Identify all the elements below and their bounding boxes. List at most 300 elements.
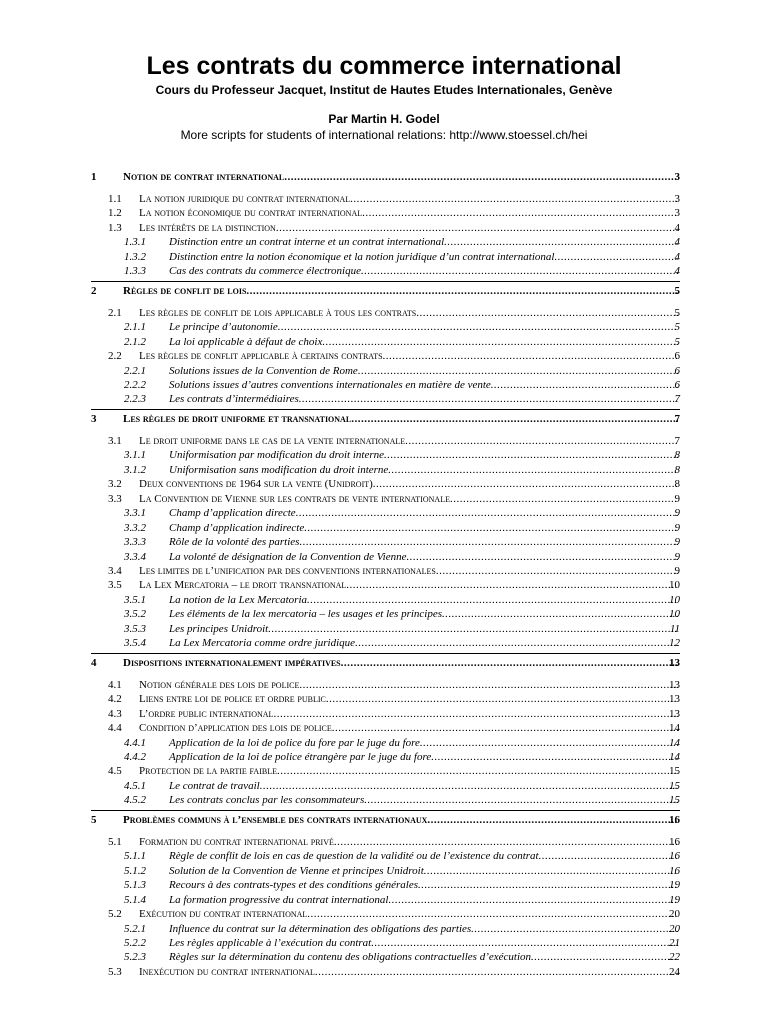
toc-entry-label: Règles sur la détermination du contenu des obligations contractuelles d’exécution: [169, 951, 532, 964]
toc-dot-leader: [332, 721, 678, 735]
toc-entry-page: 5: [674, 284, 680, 297]
toc-entry-page: 9: [674, 550, 680, 563]
toc-entry-number: 5.1.4: [124, 893, 146, 906]
toc-dot-leader: [431, 750, 678, 764]
toc-entry-label: Les contrats d’intermédiaires: [169, 393, 299, 406]
toc-entry-page: 7: [674, 393, 680, 406]
toc-entry-label: Problèmes communs à l’ensemble des contrats internationaux: [123, 813, 428, 826]
toc-entry-page: 15: [669, 765, 680, 778]
toc-entry-number: 2: [91, 284, 97, 297]
toc-entry-2-1-2[interactable]: [0, 335, 768, 349]
toc-entry-text: [139, 707, 678, 721]
toc-entry-label: Les règles de conflit de lois applicable à tous les contrats: [139, 306, 417, 319]
toc-entry-text: [169, 378, 678, 392]
toc-entry-text: [169, 922, 678, 936]
toc-entry-label: La notion juridique du contrat international: [139, 193, 351, 205]
toc-dot-leader: [350, 192, 678, 206]
section-separator: [91, 281, 680, 282]
toc-entry-text: [169, 392, 678, 406]
toc-entry-page: 16: [669, 813, 680, 826]
toc-dot-leader: [427, 813, 678, 827]
toc-entry-number: 3: [91, 412, 97, 425]
toc-entry-text: [123, 656, 678, 670]
toc-entry-1-3-1[interactable]: [0, 235, 768, 249]
toc-entry-label: Liens entre loi de police et ordre public: [139, 693, 326, 706]
toc-entry-label: Règle de conflit de lois en cas de question de la validité ou de l’existence du contrat: [169, 850, 539, 863]
toc-entry-4-2[interactable]: [0, 692, 768, 706]
toc-entry-label: Les règles de droit uniforme et transnational: [123, 412, 352, 425]
toc-entry-text: [169, 535, 678, 549]
toc-entry-3-3-2[interactable]: [0, 521, 768, 535]
toc-entry-label: L’ordre public international: [139, 707, 274, 720]
toc-entry-4-4-2[interactable]: [0, 750, 768, 764]
toc-entry-page: 7: [674, 434, 680, 447]
toc-dot-leader: [299, 678, 678, 692]
toc-dot-leader: [405, 434, 678, 448]
toc-entry-number: 4.5: [108, 765, 122, 778]
toc-entry-5-2-3[interactable]: [0, 950, 768, 964]
toc-entry-text: [169, 521, 678, 535]
toc-entry-page: 19: [669, 893, 680, 906]
toc-entry-number: 2.1: [108, 306, 122, 319]
toc-dot-leader: [351, 412, 678, 426]
toc-entry-number: 1.3.1: [124, 236, 146, 249]
toc-entry-1-1[interactable]: [0, 192, 768, 206]
toc-entry-number: 3.4: [108, 565, 122, 577]
toc-entry-label: Inexécution du contrat international: [139, 965, 315, 978]
toc-entry-text: [139, 564, 678, 578]
toc-entry-5-3[interactable]: [0, 965, 768, 979]
toc-dot-leader: [304, 521, 678, 535]
toc-entry-number: 4.3: [108, 707, 122, 720]
toc-entry-text: [139, 835, 678, 849]
toc-entry-text: [139, 306, 678, 320]
toc-entry-number: 5.1.1: [124, 850, 146, 863]
toc-entry-3-5-1[interactable]: [0, 593, 768, 607]
toc-entry-number: 5.2.3: [124, 951, 146, 964]
toc-entry-number: 5.2: [108, 908, 122, 921]
toc-entry-text: [139, 907, 678, 921]
toc-dot-leader: [388, 463, 678, 477]
toc-entry-page: 4: [674, 265, 680, 278]
toc-dot-leader: [260, 779, 678, 793]
toc-entry-2-1-1[interactable]: [0, 320, 768, 334]
toc-dot-leader: [362, 206, 678, 220]
toc-entry-page: 21: [669, 937, 680, 949]
toc-dot-leader: [384, 448, 678, 462]
toc-entry-page: 4: [674, 236, 680, 249]
toc-entry-page: 14: [669, 722, 680, 735]
toc-entry-number: 1: [91, 171, 97, 183]
toc-dot-leader: [341, 656, 678, 670]
toc-dot-leader: [450, 492, 678, 506]
toc-entry-number: 3.5.3: [124, 622, 146, 635]
toc-entry-page: 15: [669, 779, 680, 792]
toc-entry-1-3[interactable]: [0, 221, 768, 235]
toc-entry-4-4[interactable]: [0, 721, 768, 735]
toc-entry-number: 1.2: [108, 207, 122, 220]
toc-dot-leader: [277, 764, 678, 778]
toc-entry-3-1-1[interactable]: [0, 448, 768, 462]
toc-entry-label: Application de la loi de police du fore par le juge du fore: [169, 736, 420, 749]
toc-entry-text: [139, 349, 678, 363]
toc-entry-label: Les intérêts de la distinction: [139, 221, 276, 234]
toc-entry-1-2[interactable]: [0, 206, 768, 220]
toc-entry-text: [169, 864, 678, 878]
toc-entry-3-5-2[interactable]: [0, 607, 768, 621]
toc-entry-number: 3.3.3: [124, 536, 146, 549]
toc-entry-text: [123, 813, 678, 827]
toc-dot-leader: [307, 593, 678, 607]
toc-entry-text: [169, 849, 678, 863]
toc-entry-label: Distinction entre un contrat interne et un contrat international: [169, 236, 445, 249]
toc-entry-label: Rôle de la volonté des parties: [169, 536, 300, 549]
toc-entry-label: Les principes Unidroit: [169, 622, 269, 635]
toc-entry-label: Condition d’application des lois de police: [139, 722, 332, 735]
toc-entry-label: Les règles applicable à l’exécution du contrat: [169, 937, 372, 949]
toc-entry-label: Solutions issues d’autres conventions internationales en matière de vente: [169, 379, 491, 391]
toc-entry-label: Formation du contrat international privé: [139, 835, 334, 848]
toc-entry-3-5-3[interactable]: [0, 622, 768, 636]
toc-entry-label: Les éléments de la lex mercatoria – les usages et les principes: [169, 608, 443, 621]
toc-entry-label: Les limites de l’unification par des conventions internationales: [139, 565, 436, 577]
toc-entry-number: 1.3.2: [124, 250, 146, 263]
toc-entry-page: 9: [674, 507, 680, 520]
toc-entry-number: 4.2: [108, 693, 122, 706]
toc-dot-leader: [299, 392, 678, 406]
toc-entry-text: [169, 950, 678, 964]
toc-entry-4-5-1[interactable]: [0, 779, 768, 793]
toc-dot-leader: [554, 250, 678, 264]
toc-entry-number: 4.5.2: [124, 794, 146, 807]
toc-entry-number: 2.1.1: [124, 321, 146, 334]
toc-entry-2[interactable]: [0, 284, 768, 298]
toc-entry-page: 16: [669, 835, 680, 848]
toc-entry-1-3-3[interactable]: [0, 264, 768, 278]
toc-entry-text: [139, 477, 678, 491]
toc-entry-text: [139, 965, 678, 979]
toc-entry-number: 3.5: [108, 579, 122, 592]
toc-entry-label: Uniformisation sans modification du droit interne: [169, 463, 389, 476]
toc-entry-text: [139, 764, 678, 778]
toc-entry-page: 8: [674, 478, 680, 491]
toc-entry-page: 7: [674, 412, 680, 425]
toc-entry-text: [123, 284, 678, 298]
toc-entry-text: [169, 793, 678, 807]
toc-entry-label: La Lex Mercatoria – le droit transnational: [139, 579, 347, 592]
toc-entry-page: 13: [669, 678, 680, 691]
toc-dot-leader: [315, 965, 678, 979]
toc-entry-number: 2.2.2: [124, 379, 146, 391]
toc-entry-page: 16: [669, 850, 680, 863]
toc-entry-5[interactable]: [0, 813, 768, 827]
toc-entry-label: Distinction entre la notion économique et la notion juridique d’un contrat international: [169, 250, 555, 263]
toc-entry-label: Le principe d’autonomie: [169, 321, 278, 334]
toc-entry-page: 3: [674, 207, 680, 220]
toc-entry-text: [123, 412, 678, 426]
toc-dot-leader: [416, 306, 678, 320]
toc-entry-text: [169, 593, 678, 607]
toc-dot-leader: [471, 922, 678, 936]
section-separator: [91, 653, 680, 654]
toc-entry-label: Cas des contrats du commerce électronique: [169, 265, 361, 278]
toc-entry-4-5[interactable]: [0, 764, 768, 778]
toc-entry-label: Recours à des contrats-types et des conditions générales: [169, 879, 418, 892]
toc-dot-leader: [442, 607, 678, 621]
toc-entry-text: [169, 878, 678, 892]
toc-entry-text: [169, 779, 678, 793]
toc-entry-page: 13: [669, 656, 680, 669]
section-separator: [91, 409, 680, 410]
toc-entry-number: 4.4.1: [124, 736, 146, 749]
toc-dot-leader: [539, 849, 678, 863]
toc-entry-text: [139, 206, 678, 220]
toc-entry-number: 2.2: [108, 350, 122, 363]
toc-dot-leader: [389, 893, 679, 907]
toc-entry-text: [139, 434, 678, 448]
toc-entry-label: La loi applicable à défaut de choix: [169, 335, 323, 348]
toc-entry-label: Les contrats conclus par les consommateurs: [169, 794, 365, 807]
toc-dot-leader: [322, 335, 678, 349]
toc-entry-2-2-1[interactable]: [0, 364, 768, 378]
toc-dot-leader: [406, 550, 678, 564]
toc-dot-leader: [418, 878, 678, 892]
toc-entry-label: Dispositions internationalement impératives: [123, 656, 341, 669]
toc-entry-page: 13: [669, 707, 680, 720]
toc-entry-number: 4.1: [108, 678, 122, 691]
toc-entry-page: 9: [674, 492, 680, 505]
toc-entry-5-1-2[interactable]: [0, 864, 768, 878]
toc-entry-page: 11: [669, 622, 680, 635]
toc-entry-page: 13: [669, 693, 680, 706]
toc-entry-page: 10: [669, 593, 680, 606]
toc-entry-1-3-2[interactable]: [0, 250, 768, 264]
toc-entry-text: [169, 750, 678, 764]
toc-entry-3-2[interactable]: [0, 477, 768, 491]
toc-entry-4-4-1[interactable]: [0, 736, 768, 750]
toc-entry-number: 3.5.1: [124, 593, 146, 606]
toc-entry-page: 14: [669, 751, 680, 763]
toc-entry-5-2-1[interactable]: [0, 922, 768, 936]
toc-entry-page: 3: [674, 193, 680, 205]
toc-entry-3-5[interactable]: [0, 578, 768, 592]
toc-dot-leader: [361, 264, 678, 278]
toc-entry-text: [169, 335, 678, 349]
toc-entry-label: Champ d’application indirecte: [169, 521, 305, 534]
toc-entry-text: [169, 364, 678, 378]
toc-entry-text: [169, 736, 678, 750]
course-subtitle: Cours du Professeur Jacquet, Institut de Hautes Etudes Internationales, Genève: [155, 83, 613, 97]
toc-dot-leader: [436, 564, 678, 578]
toc-entry-number: 3.5.4: [124, 637, 146, 650]
toc-dot-leader: [424, 864, 678, 878]
toc-entry-text: [169, 936, 678, 950]
toc-entry-label: Le droit uniforme dans le cas de la vente internationale: [139, 434, 406, 447]
toc-entry-label: Deux conventions de 1964 sur la vente (Unidroit): [139, 478, 373, 491]
toc-entry-page: 9: [674, 565, 680, 577]
toc-entry-text: [139, 692, 678, 706]
toc-entry-4[interactable]: [0, 656, 768, 670]
toc-entry-number: 5.1.2: [124, 864, 146, 877]
toc-entry-number: 5.2.2: [124, 937, 146, 949]
toc-entry-number: 5.1: [108, 835, 122, 848]
toc-entry-3-3[interactable]: [0, 492, 768, 506]
author-line: Par Martin H. Godel: [328, 112, 440, 126]
toc-entry-text: [139, 678, 678, 692]
toc-entry-label: Règles de conflit de lois: [123, 284, 247, 297]
toc-entry-2-1[interactable]: [0, 306, 768, 320]
toc-entry-5-2-2[interactable]: [0, 936, 768, 950]
toc-entry-page: 15: [669, 794, 680, 807]
toc-entry-label: Uniformisation par modification du droit interne: [169, 449, 385, 462]
toc-entry-text: [169, 235, 678, 249]
toc-entry-page: 6: [674, 379, 680, 391]
toc-entry-label: Solution de la Convention de Vienne et principes Unidroit: [169, 864, 424, 877]
toc-entry-number: 5: [91, 813, 97, 826]
toc-dot-leader: [358, 364, 678, 378]
toc-entry-label: Champ d’application directe: [169, 507, 296, 520]
toc-entry-3-3-4[interactable]: [0, 550, 768, 564]
toc-entry-page: 3: [674, 171, 680, 183]
toc-entry-page: 16: [669, 864, 680, 877]
toc-entry-number: 3.3.2: [124, 521, 146, 534]
toc-entry-5-1[interactable]: [0, 835, 768, 849]
toc-entry-text: [169, 636, 678, 650]
toc-entry-5-1-4[interactable]: [0, 893, 768, 907]
toc-entry-text: [169, 250, 678, 264]
toc-entry-text: [139, 221, 678, 235]
toc-entry-number: 4.4.2: [124, 751, 146, 763]
toc-entry-label: La volonté de désignation de la Convention de Vienne: [169, 550, 407, 563]
toc-entry-page: 9: [674, 521, 680, 534]
toc-entry-label: Protection de la partie faible: [139, 765, 277, 778]
toc-entry-3-3-1[interactable]: [0, 506, 768, 520]
toc-entry-page: 5: [674, 321, 680, 334]
toc-entry-label: Application de la loi de police étrangère par le juge du fore: [169, 751, 432, 763]
toc-entry-number: 3.1.2: [124, 463, 146, 476]
toc-entry-text: [169, 622, 678, 636]
toc-dot-leader: [346, 578, 678, 592]
toc-entry-2-2[interactable]: [0, 349, 768, 363]
toc-entry-5-1-1[interactable]: [0, 849, 768, 863]
toc-entry-number: 2.1.2: [124, 335, 146, 348]
toc-entry-4-5-2[interactable]: [0, 793, 768, 807]
toc-entry-number: 5.3: [108, 965, 122, 978]
section-separator: [91, 810, 680, 811]
toc-entry-text: [169, 893, 678, 907]
toc-entry-text: [169, 607, 678, 621]
toc-entry-4-1[interactable]: [0, 678, 768, 692]
toc-dot-leader: [326, 692, 678, 706]
scripts-link-line: More scripts for students of international relations: http://www.stoessel.ch/hei: [180, 128, 588, 142]
toc-entry-number: 5.2.1: [124, 922, 146, 935]
toc-entry-page: 14: [669, 736, 680, 749]
toc-dot-leader: [444, 235, 678, 249]
toc-entry-page: 6: [674, 350, 680, 363]
toc-entry-number: 1.1: [108, 193, 122, 205]
toc-entry-label: Les règles de conflit applicable à certains contrats: [139, 350, 383, 363]
toc-entry-number: 4.5.1: [124, 779, 146, 792]
toc-dot-leader: [307, 907, 678, 921]
toc-entry-page: 4: [674, 250, 680, 263]
toc-entry-page: 8: [674, 449, 680, 462]
toc-entry-page: 19: [669, 879, 680, 892]
toc-entry-3-1-2[interactable]: [0, 463, 768, 477]
toc-entry-number: 2.2.3: [124, 393, 146, 406]
toc-entry-number: 3.1: [108, 434, 122, 447]
toc-entry-number: 2.2.1: [124, 364, 146, 377]
toc-entry-5-1-3[interactable]: [0, 878, 768, 892]
toc-dot-leader: [383, 349, 678, 363]
toc-entry-2-2-2[interactable]: [0, 378, 768, 392]
toc-entry-page: 5: [674, 306, 680, 319]
toc-entry-text: [169, 550, 678, 564]
toc-dot-leader: [420, 736, 678, 750]
toc-entry-2-2-3[interactable]: [0, 392, 768, 406]
toc-entry-page: 4: [674, 221, 680, 234]
toc-entry-number: 1.3.3: [124, 265, 146, 278]
toc-entry-text: [169, 448, 678, 462]
toc-entry-4-3[interactable]: [0, 707, 768, 721]
toc-entry-page: 12: [669, 637, 680, 650]
toc-entry-page: 6: [674, 364, 680, 377]
toc-entry-text: [139, 721, 678, 735]
toc-entry-number: 3.1.1: [124, 449, 146, 462]
toc-entry-page: 20: [669, 922, 680, 935]
toc-entry-label: Solutions issues de la Convention de Rome: [169, 364, 358, 377]
toc-entry-label: Le contrat de travail: [169, 779, 260, 792]
toc-dot-leader: [246, 284, 678, 298]
toc-entry-3-5-4[interactable]: [0, 636, 768, 650]
toc-entry-3-4[interactable]: [0, 564, 768, 578]
toc-entry-number: 3.2: [108, 478, 122, 491]
toc-dot-leader: [284, 170, 678, 184]
toc-entry-text: [139, 578, 678, 592]
toc-dot-leader: [268, 622, 678, 636]
toc-entry-page: 5: [674, 335, 680, 348]
toc-entry-text: [123, 170, 678, 184]
toc-entry-page: 8: [674, 463, 680, 476]
toc-entry-3-3-3[interactable]: [0, 535, 768, 549]
toc-entry-number: 1.3: [108, 221, 122, 234]
toc-entry-number: 4.4: [108, 722, 122, 735]
toc-entry-5-2[interactable]: [0, 907, 768, 921]
toc-dot-leader: [299, 535, 678, 549]
toc-dot-leader: [373, 477, 678, 491]
toc-entry-3-1[interactable]: [0, 434, 768, 448]
toc-dot-leader: [278, 320, 678, 334]
toc-entry-label: La Lex Mercatoria comme ordre juridique: [169, 637, 356, 650]
toc-entry-page: 22: [669, 951, 680, 964]
toc-entry-1[interactable]: [0, 170, 768, 184]
toc-dot-leader: [364, 793, 678, 807]
toc-dot-leader: [296, 506, 678, 520]
toc-entry-text: [139, 192, 678, 206]
toc-entry-text: [169, 506, 678, 520]
toc-entry-text: [169, 463, 678, 477]
toc-entry-label: La Convention de Vienne sur les contrats de vente internationale: [139, 492, 450, 505]
toc-dot-leader: [334, 835, 678, 849]
document-title: Les contrats du commerce international: [146, 52, 622, 80]
toc-entry-label: Exécution du contrat international: [139, 908, 308, 921]
toc-entry-3[interactable]: [0, 412, 768, 426]
toc-entry-number: 3.3.1: [124, 507, 146, 520]
toc-entry-label: Influence du contrat sur la détermination des obligations des parties: [169, 922, 472, 935]
toc-entry-page: 24: [669, 965, 680, 978]
toc-entry-label: La notion économique du contrat international: [139, 207, 363, 220]
toc-entry-label: Notion générale des lois de police: [139, 678, 300, 691]
toc-entry-text: [169, 264, 678, 278]
